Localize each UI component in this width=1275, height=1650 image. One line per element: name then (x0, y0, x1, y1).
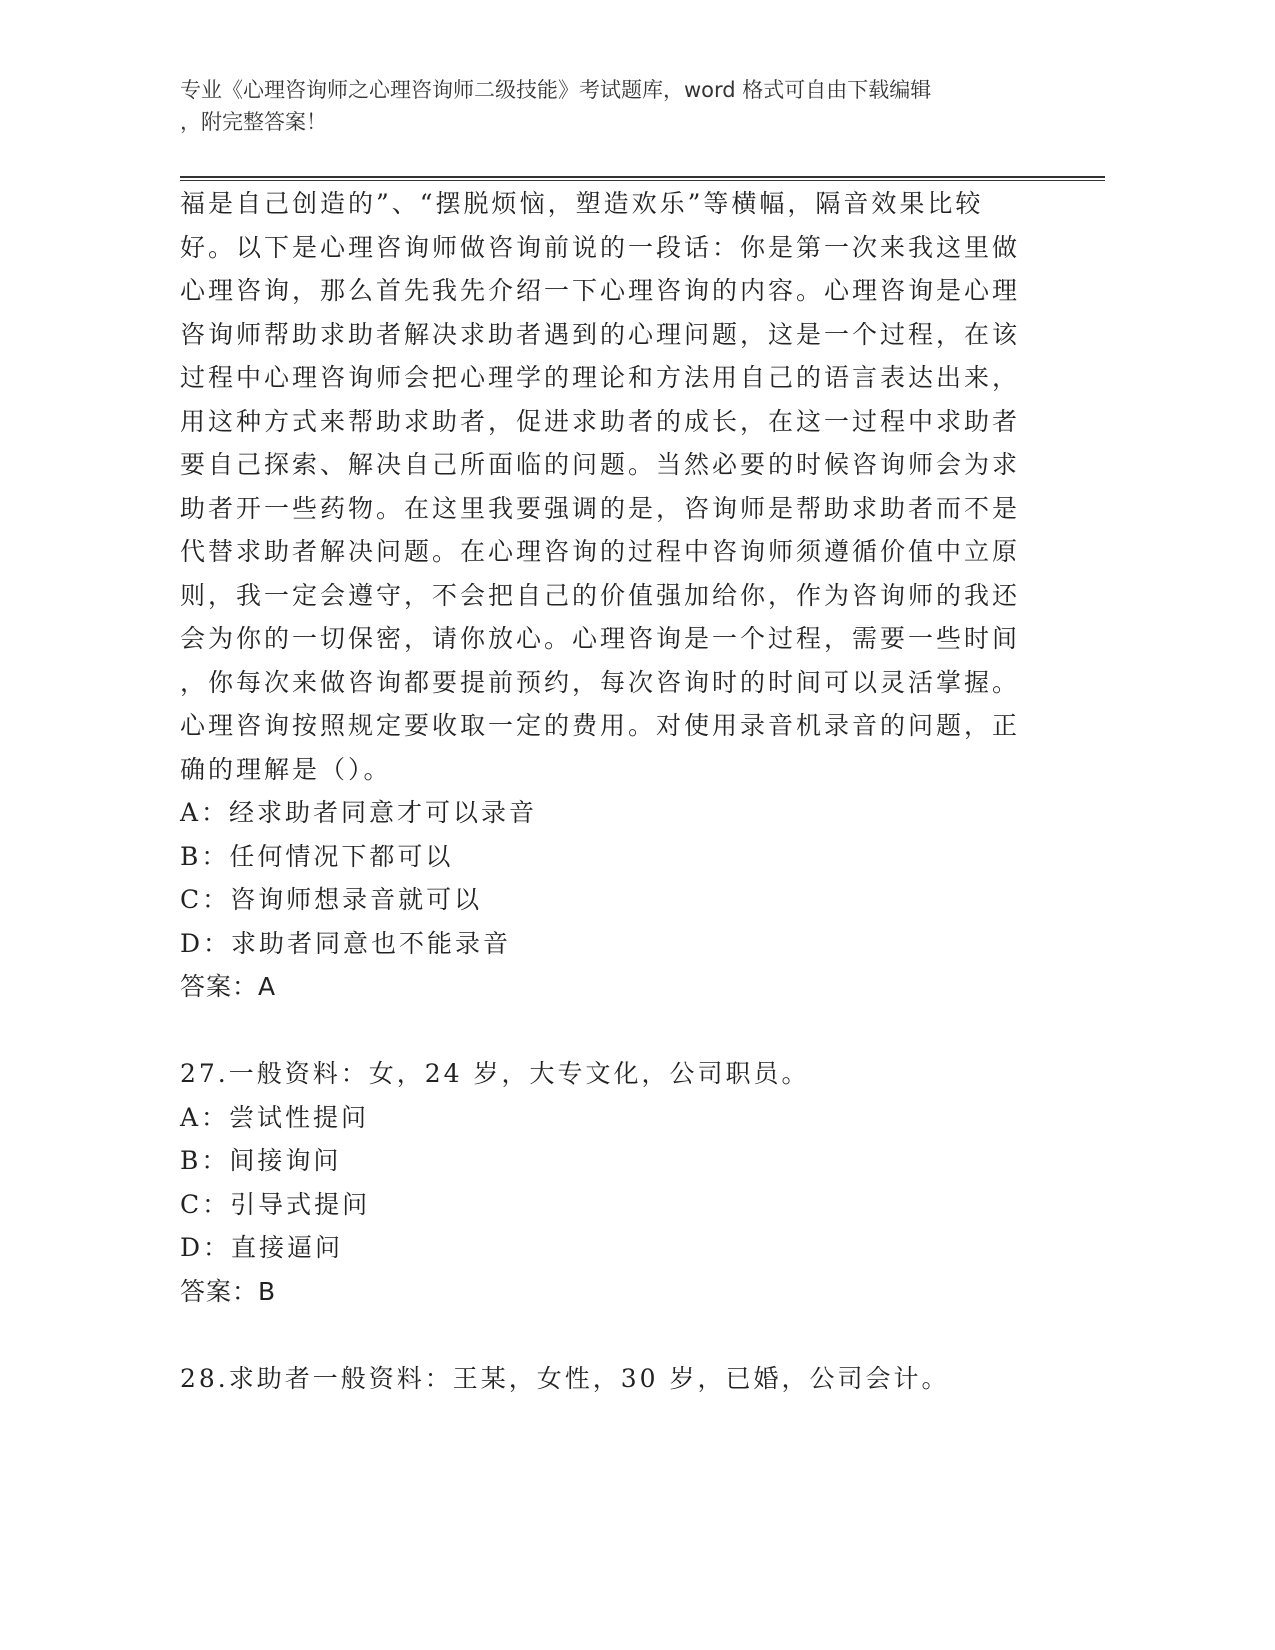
passage-line: 福是自己创造的”、“摆脱烦恼，塑造欢乐”等横幅，隔音效果比较 (180, 189, 984, 218)
question-26-passage (180, 182, 1080, 791)
document-header (180, 74, 1060, 138)
q26-option-d: D：求助者同意也不能录音 (180, 928, 512, 958)
q27-option-b: B：间接询问 (180, 1146, 342, 1175)
passage-line: 代替求助者解决问题。在心理咨询的过程中咨询师须遵循价值中立原 (180, 537, 1021, 566)
q28-stem: 28.求助者一般资料：王某，女性，30 岁，已婚，公司会计。 (180, 1363, 950, 1393)
passage-line: 用这种方式来帮助求助者，促进求助者的成长，在这一过程中求助者 (180, 406, 1021, 436)
spacer (180, 1313, 1080, 1357)
passage-line: 心理咨询，那么首先我先介绍一下心理咨询的内容。心理咨询是心理 (180, 276, 1021, 305)
passage-line: 则，我一定会遵守，不会把自己的价值强加给你，作为咨询师的我还 (180, 580, 1021, 610)
document-body (180, 182, 1080, 1400)
header-rule-thin (180, 180, 1105, 181)
passage-line: ，你每次来做咨询都要提前预约，每次咨询时的时间可以灵活掌握。 (180, 667, 1021, 697)
header-line-1: 专业《心理咨询师之心理咨询师二级技能》考试题库，word 格式可自由下载编辑 (180, 78, 932, 102)
q26-option-c: C：咨询师想录音就可以 (180, 885, 483, 914)
header-rule (180, 176, 1105, 178)
passage-line: 确的理解是（）。 (180, 754, 392, 784)
q26-option-a: A：经求助者同意才可以录音 (180, 798, 538, 827)
spacer (180, 1009, 1080, 1053)
q27-option-a: A：尝试性提问 (180, 1102, 370, 1132)
q27-stem: 27.一般资料：女，24 岁，大专文化，公司职员。 (180, 1059, 810, 1088)
q26-answer: 答案：A (180, 972, 277, 1001)
passage-line: 好。以下是心理咨询师做咨询前说的一段话：你是第一次来我这里做 (180, 232, 1021, 262)
q27-option-c: C：引导式提问 (180, 1189, 371, 1219)
passage-line: 要自己探索、解决自己所面临的问题。当然必要的时候咨询师会为求 (180, 450, 1021, 479)
passage-line: 过程中心理咨询师会把心理学的理论和方法用自己的语言表达出来， (180, 363, 1021, 392)
passage-line: 心理咨询按照规定要收取一定的费用。对使用录音机录音的问题，正 (180, 711, 1021, 740)
q27-option-d: D：直接逼问 (180, 1233, 344, 1262)
q27-answer: 答案：B (180, 1276, 277, 1306)
passage-line: 咨询师帮助求助者解决求助者遇到的心理问题，这是一个过程，在该 (180, 319, 1021, 349)
q26-option-b: B：任何情况下都可以 (180, 841, 454, 871)
header-line-2: ，附完整答案！ (180, 110, 327, 134)
passage-line: 会为你的一切保密，请你放心。心理咨询是一个过程，需要一些时间 (180, 624, 1021, 653)
passage-line: 助者开一些药物。在这里我要强调的是，咨询师是帮助求助者而不是 (180, 493, 1021, 523)
